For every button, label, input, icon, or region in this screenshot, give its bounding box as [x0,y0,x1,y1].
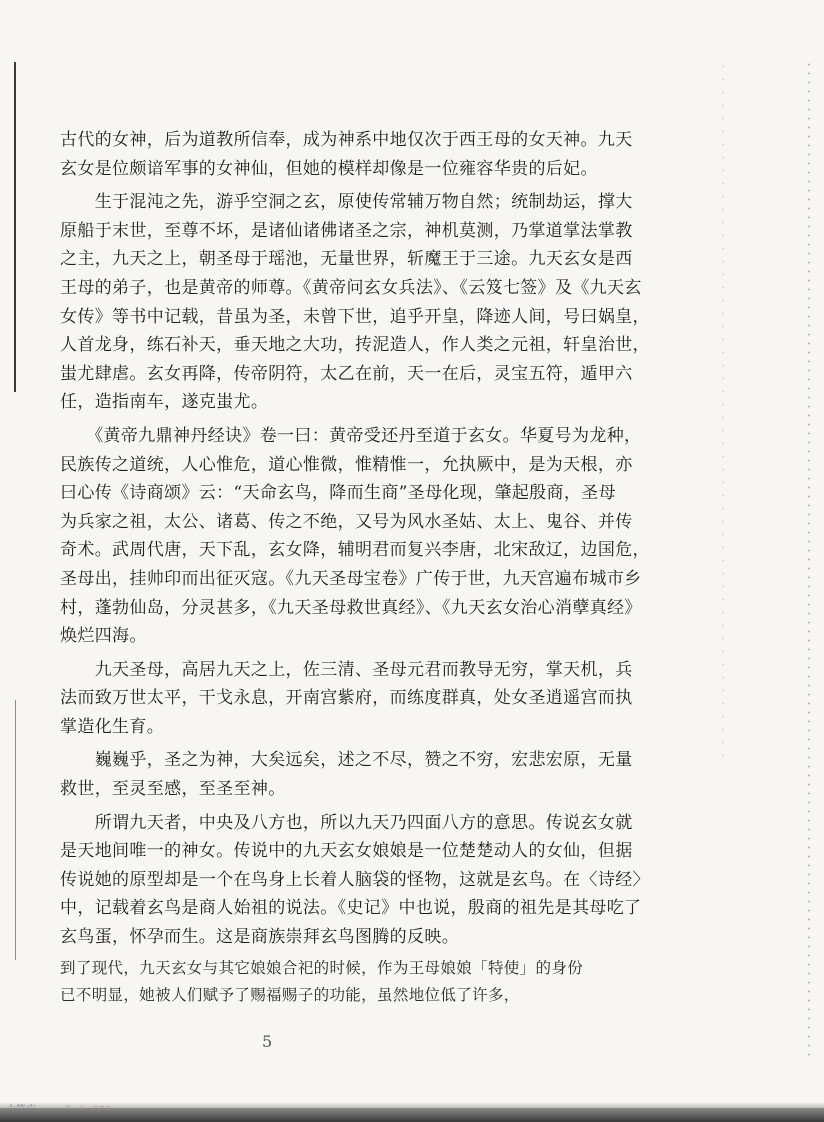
text-line: 王母的弟子，也是黄帝的师尊。《黄帝问玄女兵法》、《云笈七签》及《九天玄 [60,277,642,298]
text-line: 圣母出，挂帅印而出征灭寇。《九天圣母宝卷》广传于世，九天宫遍布城市乡 [60,568,642,589]
text-line: 村，蓬勃仙岛，分灵甚多，《九天圣母救世真经》、《九天玄女治心消孽真经》 [60,597,642,618]
text-line: 原船于末世，至尊不坏，是诸仙诸佛诸圣之宗，神机莫测，乃掌道掌法掌教 [60,220,633,241]
text-line: 已不明显，她被人们赋予了赐福赐子的功能，虽然地位低了许多， [60,986,520,1004]
text-line: 古代的女神，后为道教所信奉，成为神系中地仅次于西王母的女天神。九天 [60,130,633,150]
scan-bottom-edge [0,1108,824,1122]
text-line: 为兵家之祖，太公、诸葛、传之不绝，又号为风水圣姑、太上、鬼谷、并传 [60,511,633,532]
text-line: 救世，至灵至感，至圣至神。 [60,779,286,800]
right-edge-scan-artifact [808,60,810,1060]
text-line: 曰心传《诗商颂》云：“天命玄鸟，降而生商”圣母化现，肇起殷商，圣母 [60,483,616,504]
text-line: 蚩尤肆虐。玄女再降，传帝阴符，太乙在前，天一在后，灵宝五符，遁甲六 [60,363,633,384]
paragraph [60,746,668,803]
text-line: 是天地间唯一的神女。传说中的九天玄女娘娘是一位楚楚动人的女仙，但据 [60,841,633,862]
text-line: 奇术。武周代唐，天下乱，玄女降，辅明君而复兴李唐，北宋敌辽，边国危， [60,540,650,561]
text-line: 民族传之道统，人心惟危，道心惟微，惟精惟一，允执厥中，是为天根，亦 [60,454,633,475]
text-line: 玄鸟蛋，怀孕而生。这是商族崇拜玄鸟图腾的反映。 [60,927,460,948]
text-line: 传说她的原型却是一个在鸟身上长着人脑袋的怪物，这就是玄鸟。在〈诗经〉 [60,869,650,890]
text-line: 九天圣母，高居九天之上，佐三清、圣母元君而教导无穷，掌天机，兵 [60,659,633,680]
paragraph [60,126,668,183]
text-line: 中，记载着玄鸟是商人始祖的说法。《史记》中也说，殷商的祖先是其母吃了 [60,898,642,919]
text-line: 掌造化生育。 [60,716,165,737]
text-line: 人首龙身，练石补天，垂天地之大功，抟泥造人，作人类之元祖，轩皇治世， [60,335,650,356]
right-scan-artifact-faint [722,60,724,760]
text-line: 所谓九天者，中央及八方也，所以九天乃四面八方的意思。传说玄女就 [60,812,633,833]
text-line: 法而致万世太平，干戈永息，开南宫紫府，而练度群真，处女圣逍遥宫而执 [60,688,633,709]
body-text [60,126,668,952]
left-margin-rule-faint [15,700,16,960]
text-line: 到了现代，九天玄女与其它娘娘合祀的时候，作为王母娘娘「特使」的身份 [60,959,584,977]
text-line: 《黄帝九鼎神丹经诀》卷一曰：黄帝受还丹至道于玄女。华夏号为龙种， [60,425,642,446]
text-line: 巍巍乎，圣之为神，大矣远矣，述之不尽，赞之不穷，宏悲宏原，无量 [60,750,633,771]
text-line: 任，造指南车，遂克蚩尤。 [60,392,269,413]
text-line: 焕烂四海。 [60,626,147,647]
paragraph [60,188,668,417]
paragraph [60,809,668,952]
paragraph [60,422,668,651]
text-line: 玄女是位颇谙军事的女神仙，但她的模样却像是一位雍容华贵的后妃。 [60,158,598,179]
appended-text [60,955,700,1009]
text-line: 之主，九天之上，朝圣母于瑶池，无量世界，斩魔王于三途。九天玄女是西 [60,249,633,270]
paragraph [60,656,668,742]
left-margin-rule [14,62,16,392]
text-line: 女传》等书中记载，昔虽为圣，未曾下世，追乎开皇，降迹人间，号曰娲皇， [60,306,650,327]
text-line: 生于混沌之先，游乎空洞之玄，原使传常辅万物自然；统制劫运，撑大 [60,192,633,213]
page-number: 5 [262,1032,273,1051]
